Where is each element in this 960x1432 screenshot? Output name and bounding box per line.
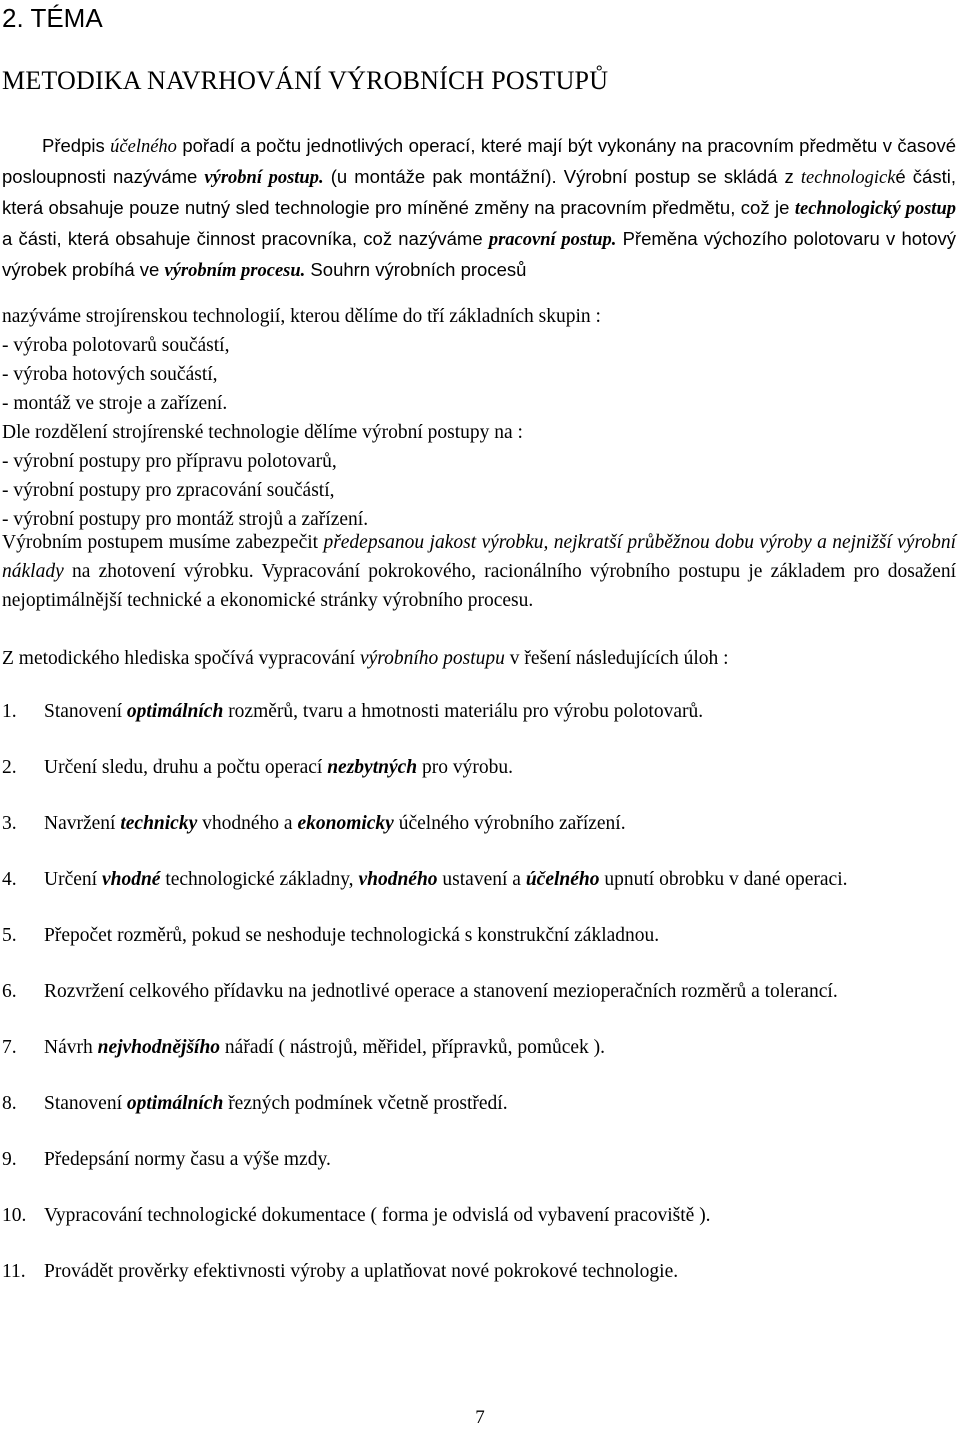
task-number: 9. — [2, 1149, 17, 1170]
task-item — [2, 697, 956, 726]
task-number: 4. — [2, 869, 17, 890]
intro-text: Souhrn výrobních procesů — [305, 259, 527, 280]
task-text — [44, 1033, 956, 1062]
goal-emph: předepsanou jakost výrobku, nejkratší průběžnou dobu výroby a nejnižší výrobní náklady — [2, 532, 956, 582]
task-text-part: pro výrobu. — [417, 757, 513, 778]
technology-group-item: - výroba hotových součástí, — [2, 364, 218, 385]
technology-intro: nazýváme strojírenskou technologií, kterou dělíme do tří základních skupin : — [2, 306, 601, 327]
intro-text: pořadí a počtu jednotlivých operací, které mají být vykonány na pracovním předmětu v časové posloupnosti nazýváme — [2, 135, 956, 187]
task-number: 1. — [2, 701, 17, 722]
task-number: 7. — [2, 1037, 17, 1058]
intro-emph-ucelneho: účelného — [110, 137, 177, 157]
intro-paragraph — [2, 131, 956, 286]
task-text — [44, 753, 956, 782]
task-text — [44, 809, 956, 838]
task-number: 3. — [2, 813, 17, 834]
task-emph: účelného — [525, 869, 600, 890]
task-text-part: technologické základny, — [160, 869, 359, 890]
task-text-part: vhodného a — [197, 813, 298, 834]
intro-term-vyrobni-postup: výrobní postup. — [204, 168, 324, 188]
task-item — [2, 1145, 956, 1174]
task-text: Předepsání normy času a výše mzdy. — [44, 1149, 331, 1170]
task-emph: optimálních — [126, 1093, 224, 1114]
technology-group-item: - montáž ve stroje a zařízení. — [2, 393, 228, 414]
intro-emph-technologicke: technologick — [800, 168, 896, 188]
task-text-part: Stanovení — [44, 1093, 127, 1114]
task-text — [44, 1089, 956, 1118]
task-emph: vhodné — [101, 869, 161, 890]
task-emph: nejvhodnějšího — [97, 1037, 221, 1058]
task-text-part: řezných podmínek včetně prostředí. — [223, 1093, 508, 1114]
task-item — [2, 1257, 956, 1286]
method-text: Z metodického hlediska spočívá vypracování — [2, 648, 360, 669]
goal-text: na zhotovení výrobku. Vypracování pokrokového, racionálního výrobního postupu je základem pro dosažení nejoptimálnější technické a ekonomické stránky výrobního procesu. — [2, 561, 956, 611]
page-number: 7 — [475, 1407, 485, 1428]
intro-text: (u montáže pak montážní). Výrobní postup se skládá z — [323, 166, 801, 187]
method-text: v řešení následujících úloh : — [504, 648, 729, 669]
task-item — [2, 865, 956, 894]
task-text-part: rozměrů, tvaru a hmotnosti materiálu pro výrobu polotovarů. — [223, 701, 704, 722]
task-emph: vhodného — [358, 869, 438, 890]
task-text-part: účelného výrobního zařízení. — [393, 813, 626, 834]
postupy-group-item: - výrobní postupy pro zpracování součástí, — [2, 480, 335, 501]
task-item — [2, 1089, 956, 1118]
task-item — [2, 809, 956, 838]
task-text: Přepočet rozměrů, pokud se neshoduje technologická s konstrukční základnou. — [44, 925, 660, 946]
task-text-part: Určení — [44, 869, 102, 890]
intro-term-pracovni-postup: pracovní postup. — [488, 230, 617, 250]
task-text-part: Návrh — [44, 1037, 98, 1058]
technology-group-item: - výroba polotovarů součástí, — [2, 335, 230, 356]
task-item — [2, 921, 956, 950]
task-list — [2, 697, 956, 1313]
task-text-part: ustavení a — [437, 869, 526, 890]
task-emph: ekonomicky — [297, 813, 394, 834]
goal-text: Výrobním postupem musíme zabezpečit — [2, 532, 324, 553]
task-emph: optimálních — [126, 701, 224, 722]
postupy-groups — [2, 418, 956, 534]
task-item — [2, 1201, 956, 1230]
goal-paragraph — [2, 528, 956, 615]
intro-term-technologicky-postup: technologický postup — [794, 199, 956, 219]
intro-term-vyrobni-proces: výrobním procesu. — [164, 261, 306, 281]
page-title: METODIKA NAVRHOVÁNÍ VÝROBNÍCH POSTUPŮ — [2, 66, 609, 95]
task-number: 8. — [2, 1093, 17, 1114]
postupy-group-item: - výrobní postupy pro přípravu polotovarů, — [2, 451, 337, 472]
task-text-part: Stanovení — [44, 701, 127, 722]
intro-text: Přeměna výchozího polotovaru v hotový výrobek probíhá ve — [2, 228, 956, 280]
intro-text: Předpis — [42, 135, 111, 156]
task-number: 6. — [2, 981, 17, 1002]
postupy-intro: Dle rozdělení strojírenské technologie dělíme výrobní postupy na : — [2, 422, 523, 443]
task-item — [2, 1033, 956, 1062]
task-text-part: upnutí obrobku v dané operaci. — [599, 869, 848, 890]
task-text: Provádět prověrky efektivnosti výroby a uplatňovat nové pokrokové technologie. — [44, 1261, 679, 1282]
task-text — [44, 865, 956, 894]
postupy-group-item: - výrobní postupy pro montáž strojů a zařízení. — [2, 509, 369, 530]
task-text-part: nářadí ( nástrojů, měřidel, přípravků, pomůcek ). — [220, 1037, 606, 1058]
method-emph: výrobního postupu — [359, 648, 505, 669]
task-number: 11. — [2, 1261, 26, 1282]
task-text: Vypracování technologické dokumentace ( forma je odvislá od vybavení pracoviště ). — [44, 1205, 711, 1226]
task-text-part: Navržení — [44, 813, 121, 834]
task-text — [44, 697, 956, 726]
section-label: 2. TÉMA — [2, 3, 103, 33]
task-number: 10. — [2, 1205, 27, 1226]
task-text-part: Určení sledu, druhu a počtu operací — [44, 757, 328, 778]
task-number: 2. — [2, 757, 17, 778]
task-number: 5. — [2, 925, 17, 946]
technology-groups — [2, 302, 956, 418]
intro-text: a části, která obsahuje činnost pracovníka, což nazýváme — [2, 228, 489, 249]
task-emph: nezbytných — [327, 757, 418, 778]
task-item — [2, 753, 956, 782]
task-text: Rozvržení celkového přídavku na jednotlivé operace a stanovení mezioperačních rozměrů a tolerancí. — [44, 981, 838, 1002]
task-item — [2, 977, 956, 1006]
task-emph: technicky — [120, 813, 198, 834]
method-paragraph — [2, 644, 956, 673]
intro-text: é části, která obsahuje pouze nutný sled technologie pro míněné změny na pracovním předmětu, což je — [2, 166, 956, 218]
